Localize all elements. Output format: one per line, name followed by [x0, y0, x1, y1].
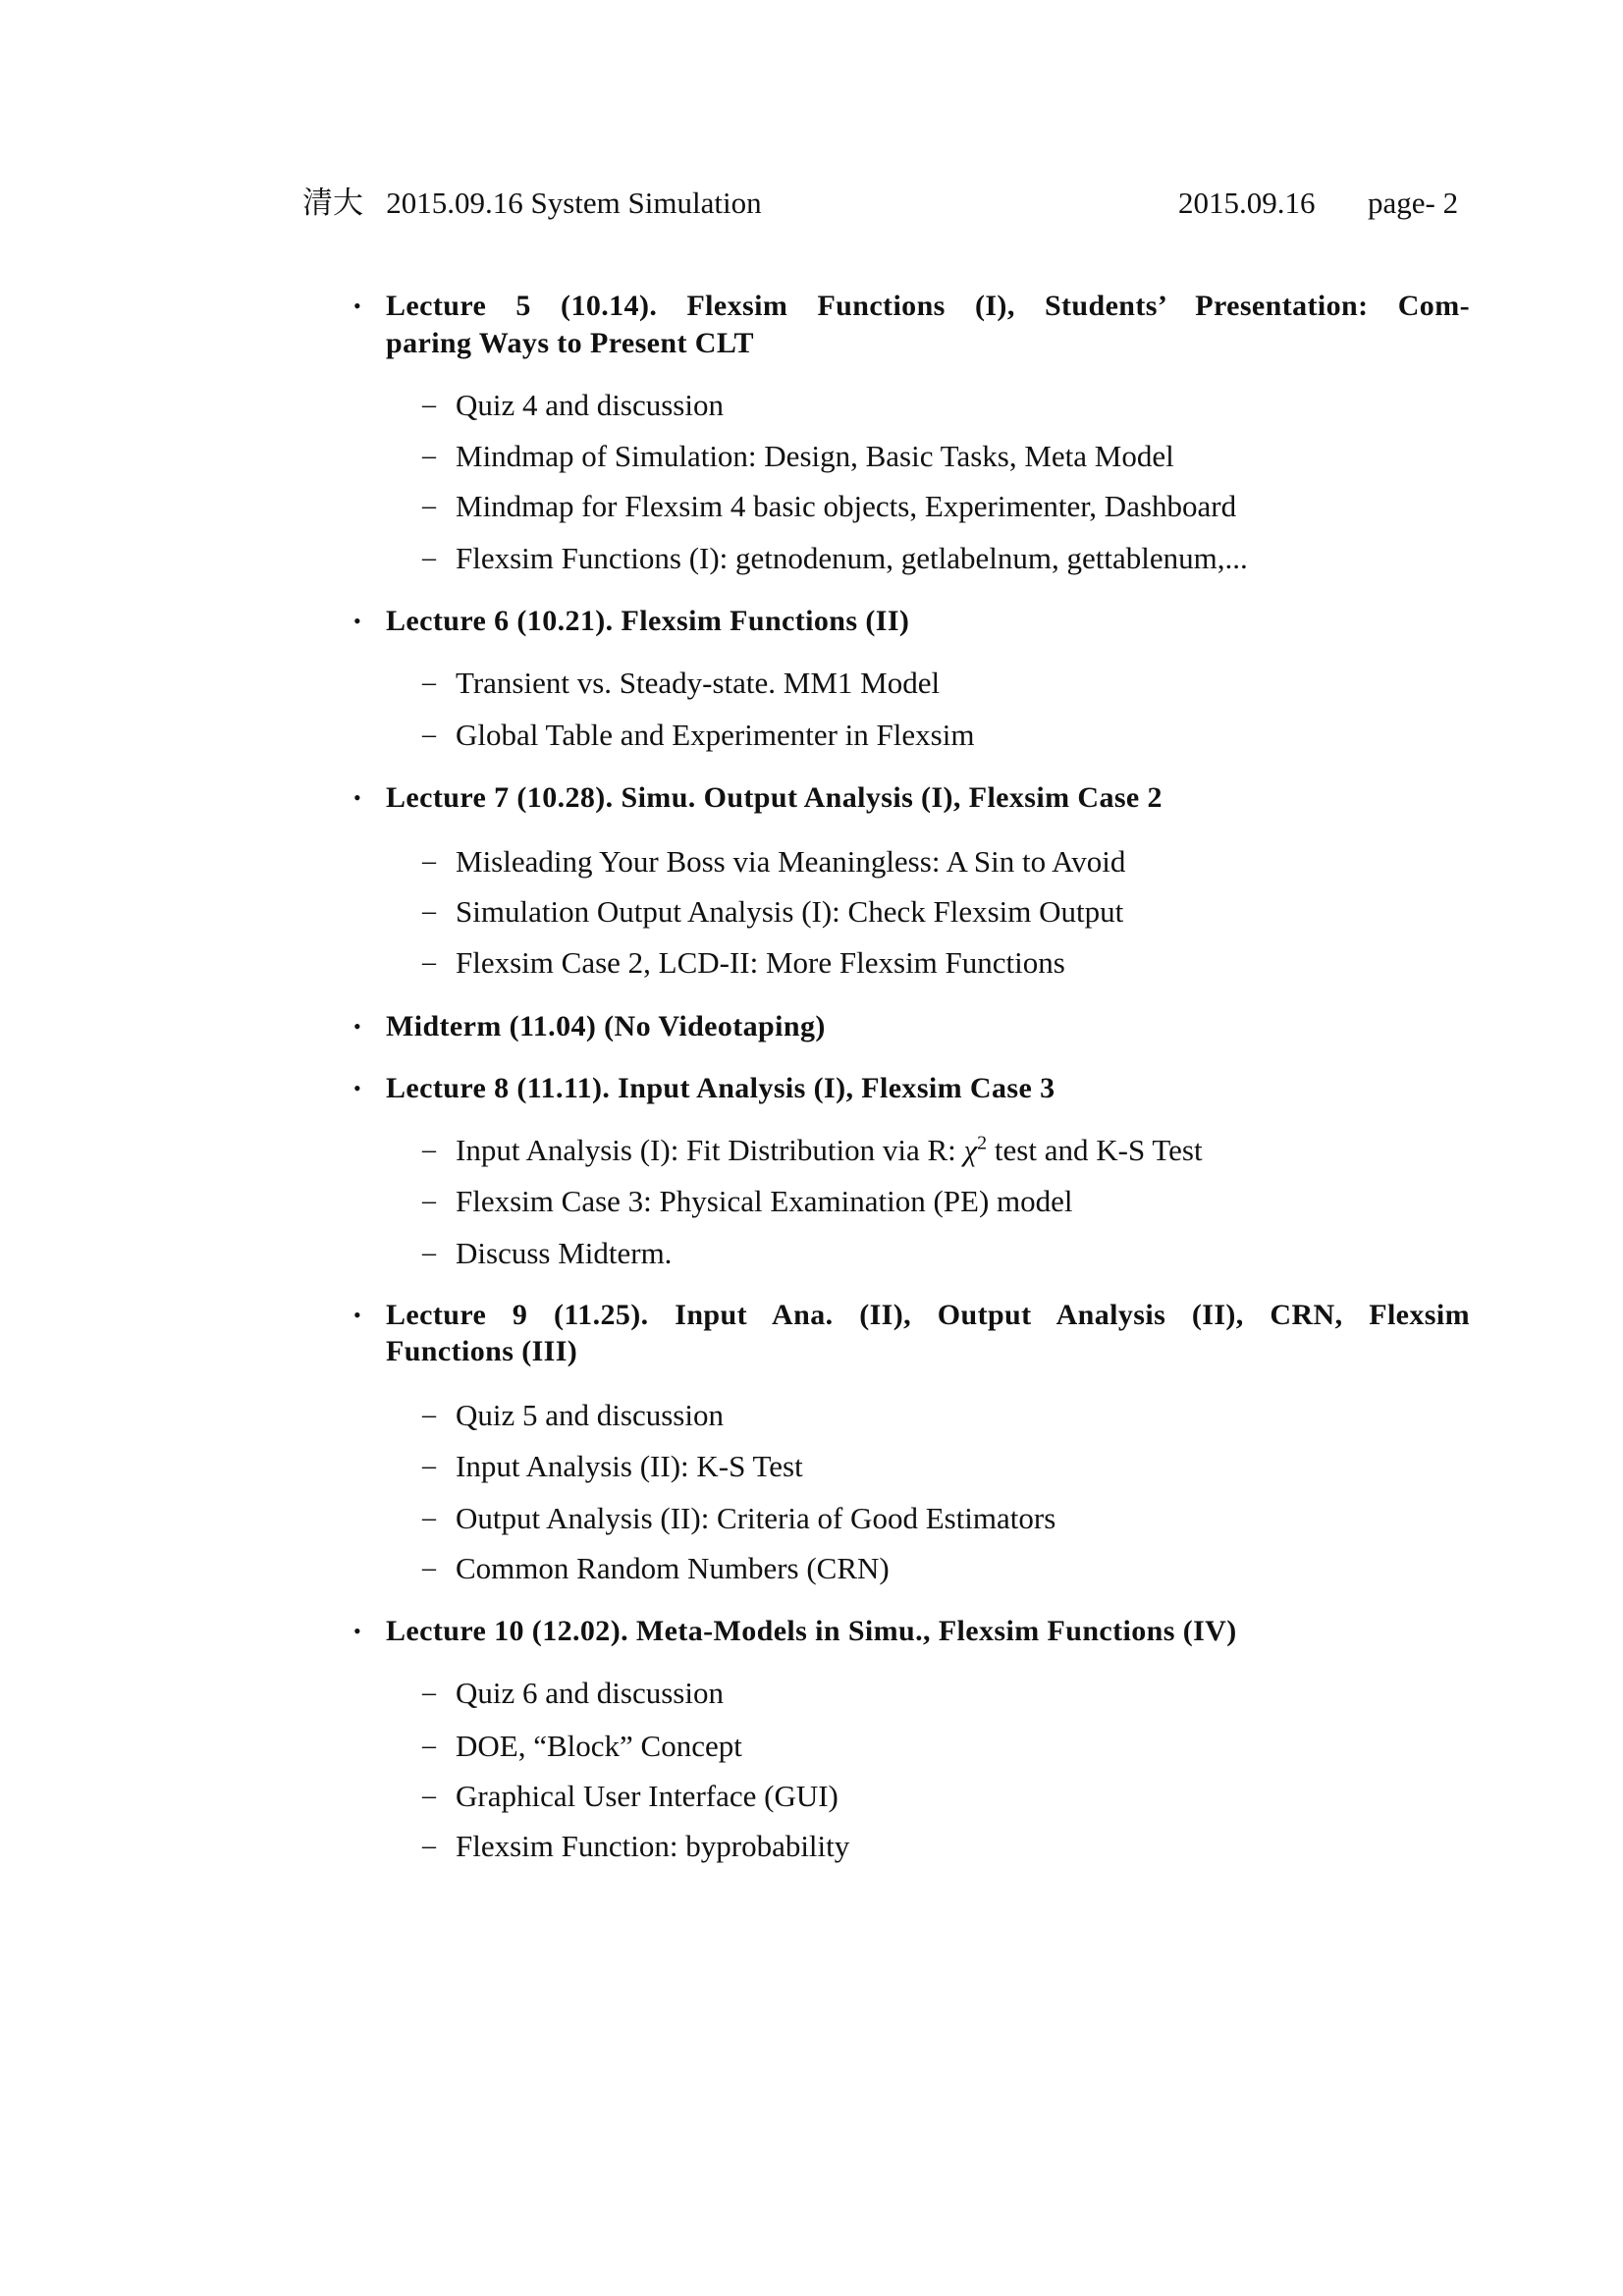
dash-icon: – [422, 1781, 436, 1811]
lecture-heading: Lecture 10 (12.02). Meta-Models in Simu., Flexsim Functions (IV) [386, 1615, 1237, 1647]
lecture-subitem: Misleading Your Boss via Meaningless: A Sin to Avoid [456, 844, 1126, 879]
bullet-icon: • [353, 609, 361, 633]
dash-icon: – [422, 441, 436, 471]
lecture-heading: Lecture 8 (11.11). Input Analysis (I), Flexsim Case 3 [386, 1072, 1055, 1104]
dash-icon: – [422, 667, 436, 698]
dash-icon: – [422, 1553, 436, 1583]
lecture-heading: Lecture 9 (11.25). Input Ana. (II), Output Analysis (II), CRN, Flexsim [386, 1299, 1470, 1331]
lecture-subitem: Quiz 5 and discussion [456, 1398, 724, 1432]
header-page-number: page- 2 [1368, 186, 1459, 220]
lecture-subitem: Flexsim Functions (I): getnodenum, getlabelnum, gettablenum,... [456, 541, 1248, 575]
dash-icon: – [422, 720, 436, 750]
header-cjk: 清大 [302, 186, 363, 220]
lecture-subitem: Discuss Midterm. [456, 1236, 673, 1270]
dash-icon: – [422, 1186, 436, 1216]
dash-icon: – [422, 1135, 436, 1165]
bullet-icon: • [353, 1619, 361, 1643]
lecture-subitem: Output Analysis (II): Criteria of Good Estimators [456, 1501, 1056, 1535]
header-left [302, 185, 762, 222]
dash-icon: – [422, 390, 436, 420]
bullet-icon: • [353, 1303, 361, 1327]
lecture-subitem: Input Analysis (I): Fit Distribution via R: $\chi^2$ test and K-S Test [456, 1132, 1203, 1167]
lecture-subitem: Flexsim Case 2, LCD-II: More Flexsim Functions [456, 945, 1065, 980]
lecture-subitem: Transient vs. Steady-state. MM1 Model [456, 666, 941, 700]
dash-icon: – [422, 1831, 436, 1861]
header-title: 2015.09.16 System Simulation [386, 186, 762, 220]
lecture-subitem: Quiz 4 and discussion [456, 388, 724, 422]
lecture-subitem: Common Random Numbers (CRN) [456, 1551, 890, 1585]
lecture-subitem: DOE, “Block” Concept [456, 1729, 742, 1763]
chi-symbol: χ [963, 1133, 978, 1167]
dash-icon: – [422, 1400, 436, 1430]
lecture-subitem: Input Analysis (II): K-S Test [456, 1449, 803, 1483]
header-date: 2015.09.16 [1178, 186, 1316, 220]
lecture-subitem: Mindmap of Simulation: Design, Basic Tasks, Meta Model [456, 439, 1174, 473]
lecture-subitem: Global Table and Experimenter in Flexsim [456, 718, 975, 752]
dash-icon: – [422, 1451, 436, 1481]
lecture-heading: Midterm (11.04) (No Videotaping) [386, 1010, 826, 1042]
lecture-subitem: Graphical User Interface (GUI) [456, 1779, 839, 1813]
dash-icon: – [422, 896, 436, 927]
dash-icon: – [422, 491, 436, 521]
bullet-icon: • [353, 785, 361, 810]
lecture-heading: Functions (III) [386, 1335, 578, 1367]
lecture-heading: Lecture 5 (10.14). Flexsim Functions (I), Students’ Presentation: Com- [386, 290, 1470, 322]
dash-icon: – [422, 1503, 436, 1533]
bullet-icon: • [353, 294, 361, 318]
bullet-icon: • [353, 1014, 361, 1039]
dash-icon: – [422, 846, 436, 877]
lecture-heading: paring Ways to Present CLT [386, 327, 754, 359]
dash-icon: – [422, 1238, 436, 1268]
lecture-subitem: Quiz 6 and discussion [456, 1676, 724, 1710]
dash-icon: – [422, 1678, 436, 1708]
lecture-heading: Lecture 6 (10.21). Flexsim Functions (II) [386, 605, 910, 637]
dash-icon: – [422, 1731, 436, 1761]
superscript: 2 [977, 1132, 988, 1154]
dash-icon: – [422, 947, 436, 978]
lecture-subitem: Simulation Output Analysis (I): Check Flexsim Output [456, 894, 1124, 929]
lecture-heading: Lecture 7 (10.28). Simu. Output Analysis (I), Flexsim Case 2 [386, 781, 1163, 814]
lecture-subitem: Flexsim Case 3: Physical Examination (PE) model [456, 1184, 1073, 1218]
lecture-subitem: Mindmap for Flexsim 4 basic objects, Experimenter, Dashboard [456, 489, 1237, 523]
dash-icon: – [422, 543, 436, 573]
bullet-icon: • [353, 1076, 361, 1100]
lecture-subitem: Flexsim Function: byprobability [456, 1829, 850, 1863]
